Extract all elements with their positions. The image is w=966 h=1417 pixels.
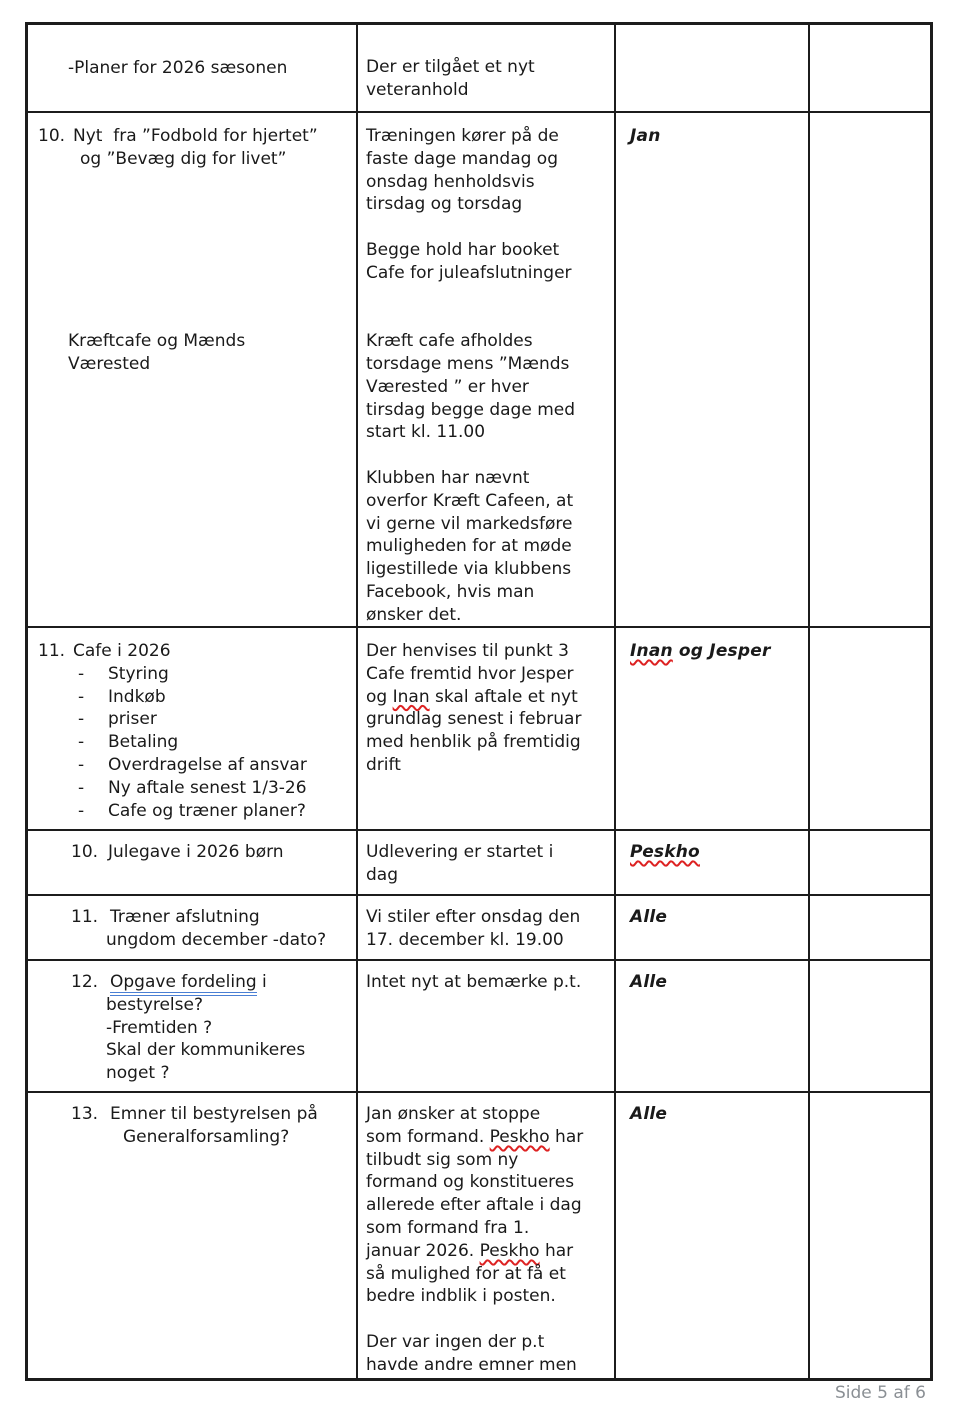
cell-notes [358,628,616,831]
text-line [358,262,614,285]
text-line [358,56,614,79]
cell-responsible [616,961,810,1093]
text-segment: Generalforsamling? [123,1126,290,1147]
cell-responsible [616,628,810,831]
text-line [358,444,614,467]
cell-extra [810,961,930,1093]
agenda-line [28,640,356,663]
text-segment: -Fremtiden ? [106,1017,213,1038]
text-segment: Alle [630,907,668,927]
text-segment: noget ? [106,1063,170,1084]
text-line [358,193,614,216]
text-line [28,1126,356,1149]
text-segment: tilbudt sig som ny [366,1149,519,1170]
text-line [358,841,614,864]
text-segment: faste dage mandag og [366,148,558,169]
text-line [28,307,356,330]
text-segment: overfor Kræft Cafeen, at [366,490,574,511]
text-line [28,330,356,353]
text-line [358,353,614,376]
item-number: 11. [38,641,66,661]
item-number: - [78,732,85,753]
text-line [358,513,614,536]
text-segment: veteranhold [366,79,469,100]
cell-extra [810,896,930,961]
text-segment: drift [366,754,401,775]
text-segment: -Planer for 2026 sæsonen [68,58,288,78]
marked-text: Inan [392,686,430,707]
text-line [358,148,614,171]
text-segment: Ny aftale senest 1/3-26 [108,777,307,798]
text-line [358,285,614,308]
text-line [358,1240,614,1263]
text-line [358,929,614,952]
text-line [28,1062,356,1085]
text-segment: Julegave i 2026 børn [108,842,284,862]
text-segment: Klubben har nævnt [366,467,530,488]
text-segment: Skal der kommunikeres [106,1040,306,1061]
item-number: - [78,800,85,821]
text-segment: ligestillede via klubbens [366,559,572,580]
text-segment: start kl. 11.00 [366,422,486,443]
agenda-line [28,663,356,686]
agenda-line [28,800,356,823]
cell-extra [810,113,930,628]
text-line [358,467,614,490]
text-segment: priser [108,709,157,730]
text-segment: vi gerne vil markedsføre [366,513,573,534]
cell-responsible [616,896,810,961]
text-segment: som formand fra 1. [366,1217,530,1238]
text-segment: Kræftcafe og Mænds [68,331,246,352]
cell-extra [810,628,930,831]
text-segment: og ”Bevæg dig for livet” [80,148,287,169]
text-line [358,1149,614,1172]
text-segment: havde andre emner men [366,1354,577,1375]
text-segment: Cafe i 2026 [73,641,171,661]
text-line [28,148,356,171]
text-line [28,171,356,194]
marked-text: Peskho [479,1240,540,1261]
agenda-line [28,841,356,864]
text-line [358,604,614,627]
text-line [28,1039,356,1062]
cell-agenda-item [28,25,358,113]
text-line [358,1217,614,1240]
text-line [358,558,614,581]
text-segment: ønsker det. [366,604,462,625]
text-segment: skal aftale et nyt [429,686,578,707]
agenda-line [28,1103,356,1126]
text-segment: Træningen kører på de [366,126,559,146]
text-line [358,754,614,777]
item-number: 10. [71,842,99,862]
text-line [358,971,614,994]
item-number: 13. [71,1104,99,1124]
marked-text: Opgave fordeling [110,972,257,996]
text-segment: og [366,686,393,707]
text-segment: Træner afslutning [110,907,260,927]
text-segment: tirsdag begge dage med [366,399,576,420]
cell-extra [810,25,930,113]
text-segment: 17. december kl. 19.00 [366,929,564,950]
text-segment: har [539,1240,574,1261]
agenda-line [28,906,356,929]
agenda-line [28,731,356,754]
text-segment: allerede efter aftale i dag [366,1195,582,1216]
text-segment: Vi stiler efter onsdag den [366,907,581,927]
agenda-line [28,125,356,148]
agenda-line [28,708,356,731]
text-segment: Der henvises til punkt 3 [366,641,569,661]
text-segment: Kræft cafe afholdes [366,331,533,352]
text-segment: bedre indblik i posten. [366,1286,556,1307]
text-line [28,1017,356,1040]
cell-agenda-item [28,1093,358,1378]
text-segment: Jan [630,126,661,146]
text-line [616,640,808,663]
text-segment: Værested ” er hver [366,376,529,397]
item-number: - [78,777,85,798]
text-line [358,171,614,194]
cell-notes [358,25,616,113]
text-line [358,1331,614,1354]
text-segment: Jan ønsker at stoppe [366,1104,541,1124]
text-segment: torsdage mens ”Mænds [366,353,570,374]
text-line [358,731,614,754]
text-line [358,1126,614,1149]
cell-responsible [616,831,810,896]
text-segment: Facebook, hvis man [366,581,535,602]
text-segment: bestyrelse? [106,994,203,1015]
item-number: - [78,754,85,775]
text-line [358,535,614,558]
text-segment: Betaling [108,732,179,753]
text-line [358,376,614,399]
text-line [28,239,356,262]
text-segment: Indkøb [108,686,166,707]
text-line [358,663,614,686]
text-line [358,686,614,709]
cell-extra [810,1093,930,1378]
text-segment: Værested [68,353,151,374]
text-segment: Intet nyt at bemærke p.t. [366,972,582,992]
text-segment: Der er tilgået et nyt [366,57,535,77]
text-line [616,906,808,929]
text-line [358,1354,614,1377]
text-segment: tirsdag og torsdag [366,194,523,215]
text-line [358,399,614,422]
cell-notes [358,831,616,896]
text-line [358,1308,614,1331]
text-segment: Styring [108,663,169,684]
text-line [616,125,808,148]
text-line [28,353,356,376]
text-segment: som formand. [366,1126,490,1147]
cell-responsible [616,113,810,628]
cell-notes [358,1093,616,1378]
cell-notes [358,113,616,628]
text-segment: har [549,1126,584,1147]
cell-responsible [616,1093,810,1378]
text-segment: Udlevering er startet i [366,842,554,862]
text-segment: muligheden for at møde [366,536,572,557]
item-number: - [78,686,85,707]
cell-agenda-item [28,896,358,961]
cell-agenda-item [28,831,358,896]
cell-agenda-item [28,113,358,628]
text-segment: dag [366,864,398,885]
text-segment: Begge hold har booket [366,239,560,260]
text-segment: Cafe fremtid hvor Jesper [366,663,574,684]
text-line [358,421,614,444]
text-segment: ungdom december -dato? [106,929,327,950]
item-number: 12. [71,972,99,992]
agenda-line [28,754,356,777]
item-number: - [78,709,85,730]
text-line [358,216,614,239]
text-line [28,994,356,1017]
item-number: 10. [38,126,66,146]
cell-agenda-item [28,628,358,831]
text-segment: Overdragelse af ansvar [108,754,307,775]
text-line [358,581,614,604]
text-line [358,307,614,330]
marked-text: Peskho [630,842,700,862]
text-line [358,640,614,663]
text-line [616,1103,808,1126]
marked-text: Inan [630,641,673,661]
agenda-line [28,686,356,709]
text-line [358,79,614,102]
text-segment: grundlag senest i februar [366,709,582,730]
page-footer: Side 5 af 6 [834,1383,926,1403]
text-line [358,1171,614,1194]
item-number: - [78,663,85,684]
text-segment: januar 2026. [366,1240,480,1261]
text-line [28,262,356,285]
text-segment: Nyt fra ”Fodbold for hjertet” [73,126,318,146]
text-line [358,1263,614,1286]
text-line [616,841,808,864]
minutes-table [25,22,933,1381]
text-segment: Cafe for juleafslutninger [366,262,572,283]
text-segment: så mulighed for at få et [366,1263,566,1284]
cell-notes [358,896,616,961]
cell-notes [358,961,616,1093]
text-line [28,929,356,952]
text-segment: Der var ingen der p.t [366,1331,545,1352]
agenda-line [28,971,356,994]
cell-agenda-item [28,961,358,1093]
text-line [358,1285,614,1308]
text-line [358,1194,614,1217]
text-line [358,125,614,148]
text-line [28,216,356,239]
text-line [616,971,808,994]
text-segment: Cafe og træner planer? [108,800,306,821]
text-line [28,57,356,80]
text-line [358,239,614,262]
agenda-line [28,777,356,800]
text-line [358,864,614,887]
text-segment: onsdag henholdsvis [366,171,535,192]
text-segment: formand og konstitueres [366,1172,575,1193]
text-segment: Emner til bestyrelsen på [110,1104,318,1124]
text-segment: Alle [630,972,668,992]
text-line [358,1103,614,1126]
text-line [28,193,356,216]
text-segment: i [256,972,267,992]
marked-text: Peskho [489,1126,550,1147]
cell-responsible [616,25,810,113]
text-line [358,490,614,513]
text-line [28,285,356,308]
cell-extra [810,831,930,896]
text-segment: med henblik på fremtidig [366,732,581,753]
text-line [358,708,614,731]
text-segment: Alle [630,1104,668,1124]
item-number: 11. [71,907,99,927]
text-segment: og Jesper [672,641,771,661]
text-line [358,330,614,353]
text-line [358,906,614,929]
